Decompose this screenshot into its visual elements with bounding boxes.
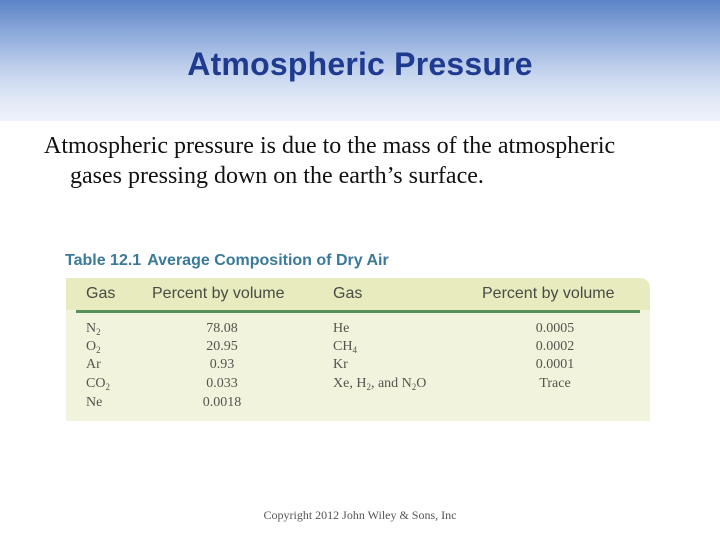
table-caption [65,252,389,270]
table-cell-percent: 0.93 [209,357,235,372]
table-cell-percent: 20.95 [206,339,238,354]
table-cell-percent: Trace [539,376,571,391]
table-cell-gas: $CH_4$ [333,339,357,355]
header-percent-2: Percent by volume [482,285,615,302]
table-cell-percent: 0.0018 [202,395,242,410]
table-cell-percent: 0.0005 [535,321,575,336]
header-percent-1: Percent by volume [152,285,285,302]
composition-table [66,278,650,421]
copyright-footer: Copyright 2012 John Wiley & Sons, Inc [263,508,457,522]
table-cell-percent: 78.08 [206,321,238,336]
slide-body-text: Atmospheric pressure is due to the mass of the atmospheric gases pressing down on the earth’s surface. [44,133,616,189]
table-cell-gas: $O_2$ [86,339,101,355]
table-cell-gas: He [333,321,350,336]
table-cell-gas: $N_2$ [86,321,101,337]
table-cell-percent: 0.033 [206,376,238,391]
table-cell-gas: Ne [86,395,103,410]
table-cell-percent: 0.0001 [535,357,575,372]
table-title: Average Composition of Dry Air [147,252,389,269]
table-cell-gas: $CO_2$ [86,376,110,392]
table-number: Table 12.1 [65,252,142,269]
table-cell-gas: Xe, $H_2$, and $N_2O$ [333,376,427,392]
header-rule [76,310,640,313]
slide-title: Atmospheric Pressure [187,46,533,82]
header-gas-2: Gas [333,285,363,302]
table-cell-percent: 0.0002 [535,339,575,354]
table-cell-gas: Kr [333,357,348,372]
table-header [66,278,650,310]
table-cell-gas: Ar [86,357,101,372]
header-gas-1: Gas [86,285,116,302]
